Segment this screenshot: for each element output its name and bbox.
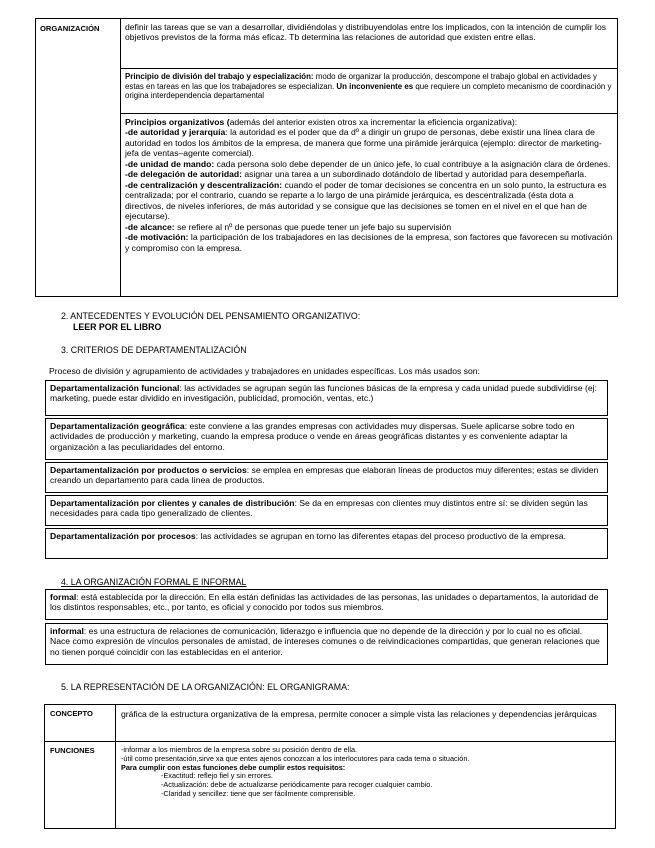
principio-unidad-mando-title: -de unidad de mando: — [125, 158, 215, 169]
organizacion-formal-title: formal — [50, 592, 77, 602]
departamentalizacion-procesos-title: Departamentalización por procesos — [50, 531, 196, 541]
departamentalizacion-clientes — [45, 495, 608, 526]
organigrama-table — [44, 704, 616, 829]
principio-delegacion — [125, 169, 613, 179]
departamentalizacion-clientes-title: Departamentalización por clientes y canales de distribución — [50, 498, 295, 508]
departamentalizacion-geografica-title: Departamentalización geográfica — [50, 421, 185, 431]
organigrama-row-concepto — [45, 705, 616, 742]
concepto-text: gráfica de la estructura organizativa de la empresa, permite conocer a simple vista las relaciones y dependencias jerárquicas — [116, 705, 616, 742]
section-2-heading: 2. ANTECEDENTES Y EVOLUCIÓN DEL PENSAMIENTO ORGANIZATIVO: — [61, 311, 361, 321]
principio-division-inconveniente: Un inconveniente es — [336, 81, 414, 91]
principio-division-tail: que requiere un completo mecanismo de coordinación y origina interdependencia departamental — [125, 81, 612, 101]
principio-delegacion-text: asignar una tarea a un subordinado dotándolo de libertad y autoridad para desempeñarla. — [242, 169, 587, 180]
departamentalizacion-funcional — [45, 380, 608, 416]
principio-autoridad-text: : la autoridad es el poder que da dº a dirigir un grupo de personas, debe existir una línea clara de autoridad en todos los ámbitos de la empresa, de manera que forme una pirámide jerárquica (ejemplo: director de marketing-jefa de ventas–agente comercial). — [125, 127, 602, 159]
requisito-actualizacion: -Actualización: debe de actualizarse periódicamente para recoger cualquier cambio. — [161, 780, 433, 789]
organizacion-row-division — [36, 69, 618, 114]
section-3-heading: 3. CRITERIOS DE DEPARTAMENTALIZACIÓN — [61, 345, 247, 355]
principio-centralizacion-title: -de centralización y descentralización: — [125, 179, 283, 190]
funciones-label: FUNCIONES — [45, 742, 116, 829]
organizacion-informal-text: : es una estructura de relaciones de comunicación, liderazgo e influencia que no depende de la dirección y por lo cual no es oficial. Nace como expresión de vínculos personales de amistad, de intereses comunes o de reivindicaciones compartidas, que generan relaciones que no tienen porqué coincidir con las establecidas en el anterior. — [50, 626, 600, 657]
principio-alcance-text: se refiere al nº de personas que puede tener un jefe bajo su supervisión — [174, 221, 452, 232]
requisito-claridad: -Claridad y sencillez: tiene que ser fácilmente comprensible. — [161, 788, 356, 798]
organizacion-table — [35, 18, 618, 297]
funciones-cell — [116, 742, 616, 829]
section-2-subheading: LEER POR EL LIBRO — [73, 322, 162, 332]
requisito-exactitud: -Exactitud: reflejo fiel y sin errores. — [161, 771, 273, 781]
principio-delegacion-title: -de delegación de autoridad: — [125, 169, 242, 180]
departamentalizacion-procesos-text: : las actividades se agrupan en torno las diferentes etapas del proceso productivo de la empresa. — [195, 531, 566, 541]
organizacion-informal-title: informal — [50, 626, 84, 636]
departamentalizacion-funcional-title: Departamentalización funcional — [50, 383, 180, 393]
departamentalizacion-procesos — [45, 528, 608, 559]
principio-autoridad-title: -de autoridad y jerarquía — [125, 127, 226, 138]
departamentalizacion-geografica-text: : este conviene a las grandes empresas con actividades muy dispersas. Suele aplicarse sobre todo en actividades de producción y marketing, cuando la empresa produce o vende en áreas geográficas distantes y es conveniente adaptar la organización a las peculiaridades del entorno. — [50, 421, 575, 452]
principios-organizativos-cell — [121, 114, 618, 297]
departamentalizacion-funcional-text: : las actividades se agrupan según las funciones básicas de la empresa y cada unidad puede subdividirse (ej: marketing, puede estar dividido en investigación, publicidad, promoción, ventas, etc.) — [50, 383, 597, 404]
departamentalizacion-productos — [45, 462, 608, 493]
principio-motivacion-text: la participación de los trabajadores en las decisiones de la empresa, son factores que favorecen su motivación y compromiso con la empresa. — [125, 232, 613, 253]
principio-division-cell — [121, 69, 618, 114]
funcion-informar: -informar a los miembros de la empresa sobre su posición dentro de ella. — [121, 745, 358, 754]
principio-autoridad — [125, 127, 613, 158]
organizacion-informal-box — [45, 623, 608, 665]
organizacion-row-principios — [36, 114, 618, 297]
principio-centralizacion-text: cuando el poder de tomar decisiones se concentra en un solo punto, la estructura es centralizada; por el contrario, cuando se reparte a lo largo de una pirámide jerárquica, es descentralizada (ésta dota a directivos, de niveles inferiores, de más autoridad y se consigue que las decisiones se tomen en el nivel en el que han de ejecutarse). — [125, 179, 607, 222]
principio-division-text: modo de organizar la producción, descompone el trabajo global en actividades y estas en tareas en las que los trabajadores se especializan. — [125, 72, 597, 91]
principio-alcance-title: -de alcance: — [125, 221, 175, 232]
funciones-requisitos-heading: Para cumplir con estas funciones debe cumplir estos requisitos: — [121, 762, 346, 772]
principio-centralizacion — [125, 180, 613, 222]
principio-division-title: Principio de división del trabajo y especialización: — [125, 72, 314, 81]
principios-intro-text: además del anterior existen otros xa incrementar la eficiencia organizativa): — [229, 117, 518, 127]
organigrama-row-funciones — [45, 742, 616, 829]
departamentalizacion-productos-title: Departamentalización por productos o servicios — [50, 465, 247, 475]
departamentalizacion-geografica — [45, 418, 608, 460]
organizacion-label: ORGANIZACIÓN — [36, 19, 121, 297]
principio-motivacion — [125, 232, 613, 253]
principio-alcance — [125, 222, 613, 232]
principios-title: Principios organizativos ( — [125, 117, 230, 127]
section-4-heading: 4. LA ORGANIZACIÓN FORMAL E INFORMAL — [61, 577, 247, 587]
funcion-presentacion: -útil como presentación,sirve xa que entes ajenos conozcan a los interlocutores para cada tema o situación. — [121, 753, 470, 763]
principio-unidad-mando-text: cada persona solo debe depender de un único jefe, lo cual contribuye a la asignación clara de órdenes. — [214, 158, 611, 169]
section-3-intro: Proceso de división y agrupamiento de actividades y trabajadores en unidades específicas. Los más usados son: — [49, 366, 480, 376]
departamentalizacion-clientes-text: : Se da en empresas con clientes muy distintos entre sí: se dividen según las necesidades para cada tipo generalizado de clientes. — [50, 498, 588, 519]
concepto-label: CONCEPTO — [45, 705, 116, 742]
organizacion-formal-text: : está establecida por la dirección. En ella están definidas las actividades de las personas, las unidades o departamentos, la autoridad de los distintos responsables, etc., por tanto, es oficial y conocido por todos sus miembros. — [50, 592, 599, 613]
principio-unidad-mando — [125, 159, 613, 169]
principio-motivacion-title: -de motivación: — [125, 232, 189, 243]
principios-intro — [125, 117, 613, 127]
section-5-heading: 5. LA REPRESENTACIÓN DE LA ORGANIZACIÓN: EL ORGANIGRAMA: — [61, 682, 350, 692]
organizacion-row-definition — [36, 19, 618, 69]
organizacion-formal-box — [45, 589, 608, 620]
organizacion-definition: definir las tareas que se van a desarrollar, dividiéndolas y distribuyendolas entre los implicados, con la intención de cumplir los objetivos previstos de la forma más eficaz. Tb determina las relaciones de autoridad que existen entre ellas. — [121, 19, 618, 69]
departamentalizacion-productos-text: : se emplea en empresas que elaboran líneas de productos muy diferentes; estas se dividen creando un departamento para cada línea de productos. — [50, 465, 599, 486]
